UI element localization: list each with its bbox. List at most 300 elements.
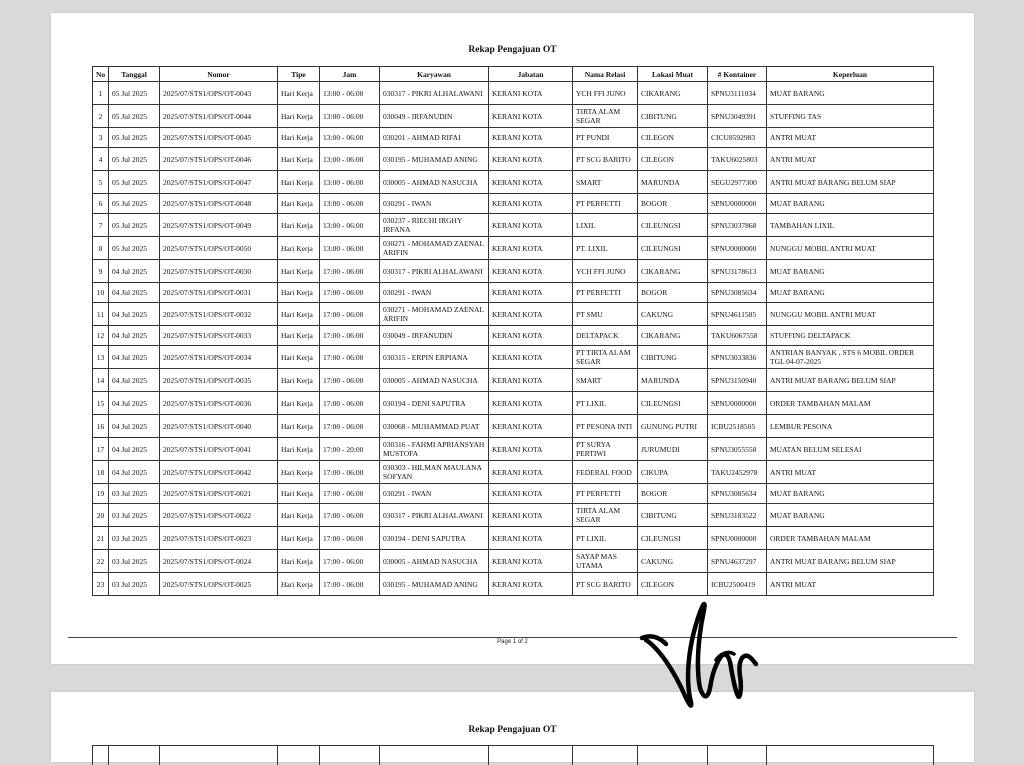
table-cell: 13:00 - 06:00	[320, 214, 380, 237]
table-cell: 17:00 - 06:00	[320, 573, 380, 596]
table-column-line	[766, 745, 767, 765]
table-cell: 3	[93, 128, 109, 148]
table-cell: SPNU3055558	[708, 438, 767, 461]
table-cell: 030291 - IWAN	[380, 194, 489, 214]
table-cell: SPNU4611585	[708, 303, 767, 326]
table-cell: TAKU2452978	[708, 461, 767, 484]
table-row	[93, 550, 934, 573]
table-cell: KERANI KOTA	[489, 392, 573, 415]
table-cell: KERANI KOTA	[489, 461, 573, 484]
table-cell: SPNU0000000	[708, 194, 767, 214]
column-header: Tanggal	[109, 67, 160, 82]
table-cell: TIRTA ALAM SEGAR	[573, 504, 638, 527]
table-cell: 17:00 - 06:00	[320, 346, 380, 369]
table-cell: 04 Jul 2025	[109, 438, 160, 461]
column-header: Keperluan	[767, 67, 934, 82]
table-cell: 03 Jul 2025	[109, 484, 160, 504]
table-cell: 2025/07/STS1/OPS/OT-0030	[160, 260, 278, 283]
table-cell: Hari Kerja	[278, 461, 320, 484]
table-cell: CICU8592983	[708, 128, 767, 148]
table-cell: CAKUNG	[638, 550, 708, 573]
table-cell: 04 Jul 2025	[109, 392, 160, 415]
table-cell: 030195 - MUHAMAD ANING	[380, 148, 489, 171]
table-cell: Hari Kerja	[278, 550, 320, 573]
table-column-line	[108, 745, 109, 765]
table-cell: SPNU3085634	[708, 484, 767, 504]
table-cell: ANTRIAN BANYAK , STS 6 MOBIL ORDER TGL 04-07-2025	[767, 346, 934, 369]
table-row	[93, 346, 934, 369]
table-cell: BOGOR	[638, 484, 708, 504]
table-cell: 030194 - DENI SAPUTRA	[380, 392, 489, 415]
table-cell: SPNU3037868	[708, 214, 767, 237]
column-header: Jam	[320, 67, 380, 82]
table-cell: SEGU2977300	[708, 171, 767, 194]
table-cell: MUAT BARANG	[767, 283, 934, 303]
table-cell: CIBITUNG	[638, 105, 708, 128]
table-cell: Hari Kerja	[278, 128, 320, 148]
table-cell: STUFFING TAS	[767, 105, 934, 128]
table-cell: 030271 - MOHAMAD ZAENAL ARIFIN	[380, 237, 489, 260]
table-cell: 04 Jul 2025	[109, 461, 160, 484]
table-cell: 030194 - DENI SAPUTRA	[380, 527, 489, 550]
table-cell: MUAT BARANG	[767, 484, 934, 504]
table-row	[93, 504, 934, 527]
table-cell: 17:00 - 06:00	[320, 326, 380, 346]
table-cell: 030005 - AHMAD NASUCHA	[380, 550, 489, 573]
table-cell: KERANI KOTA	[489, 415, 573, 438]
table-cell: PT SCG BARITO	[573, 148, 638, 171]
table-cell: SPNU4637297	[708, 550, 767, 573]
table-cell: 030291 - IWAN	[380, 484, 489, 504]
table-cell: SPNU3111034	[708, 82, 767, 105]
table-cell: TAMBAHAN LIXIL	[767, 214, 934, 237]
table-cell: 2025/07/STS1/OPS/OT-0033	[160, 326, 278, 346]
table-row	[93, 105, 934, 128]
table-cell: SMART	[573, 171, 638, 194]
table-cell: 17:00 - 06:00	[320, 484, 380, 504]
table-cell: 15	[93, 392, 109, 415]
column-header: Lokasi Muat	[638, 67, 708, 82]
table-cell: PT PERFETTI	[573, 484, 638, 504]
table-cell: 030291 - IWAN	[380, 283, 489, 303]
table-cell: PT SCG BARITO	[573, 573, 638, 596]
table-cell: KERANI KOTA	[489, 105, 573, 128]
table-cell: YCH FFI JUNO	[573, 260, 638, 283]
table-cell: 17:00 - 20:00	[320, 438, 380, 461]
table-cell: ANTRI MUAT BARANG BELUM SIAP	[767, 369, 934, 392]
table-cell: CILEGON	[638, 128, 708, 148]
table-cell: SPNU3033836	[708, 346, 767, 369]
table-cell: SPNU3178613	[708, 260, 767, 283]
table-cell: Hari Kerja	[278, 283, 320, 303]
table-cell: KERANI KOTA	[489, 171, 573, 194]
table-cell: CIKARANG	[638, 260, 708, 283]
table-cell: 04 Jul 2025	[109, 303, 160, 326]
table-cell: CIKARANG	[638, 326, 708, 346]
document-title-page-2: Rekap Pengajuan OT	[468, 725, 557, 735]
table-cell: KERANI KOTA	[489, 369, 573, 392]
table-cell: CILEUNGSI	[638, 214, 708, 237]
table-cell: Hari Kerja	[278, 171, 320, 194]
table-cell: 2025/07/STS1/OPS/OT-0022	[160, 504, 278, 527]
table-cell: 2025/07/STS1/OPS/OT-0046	[160, 148, 278, 171]
document-page-1	[51, 13, 974, 664]
table-cell: KERANI KOTA	[489, 128, 573, 148]
table-cell: ANTRI MUAT	[767, 461, 934, 484]
table-cell: 23	[93, 573, 109, 596]
table-column-line	[159, 745, 160, 765]
table-cell: PT SURYA PERTIWI	[573, 438, 638, 461]
table-cell: 030271 - MOHAMAD ZAENAL ARIFIN	[380, 303, 489, 326]
table-cell: Hari Kerja	[278, 484, 320, 504]
column-header: Nama Relasi	[573, 67, 638, 82]
table-cell: Hari Kerja	[278, 303, 320, 326]
table-column-line	[92, 745, 93, 765]
column-header: Tipe	[278, 67, 320, 82]
table-cell: KERANI KOTA	[489, 303, 573, 326]
handwritten-signature	[638, 588, 758, 718]
table-column-line	[707, 745, 708, 765]
table-cell: SPNU3183522	[708, 504, 767, 527]
table-cell: SPNU3049391	[708, 105, 767, 128]
document-page-2	[51, 692, 974, 762]
table-cell: 030201 - AHMAD RIFAI	[380, 128, 489, 148]
table-cell: PT PERFETTI	[573, 283, 638, 303]
table-row	[93, 461, 934, 484]
column-header: Nomor	[160, 67, 278, 82]
document-title: Rekap Pengajuan OT	[468, 45, 557, 55]
table-cell: 17:00 - 06:00	[320, 461, 380, 484]
column-header: Karyawan	[380, 67, 489, 82]
table-cell: BOGOR	[638, 194, 708, 214]
table-cell: PT LIXIL	[573, 392, 638, 415]
table-cell: 22	[93, 550, 109, 573]
table-row	[93, 484, 934, 504]
table-cell: 11	[93, 303, 109, 326]
table-cell: 2025/07/STS1/OPS/OT-0047	[160, 171, 278, 194]
table-cell: CIKARANG	[638, 82, 708, 105]
page-number: Page 1 of 2	[497, 639, 528, 645]
table-cell: KERANI KOTA	[489, 237, 573, 260]
table-cell: Hari Kerja	[278, 194, 320, 214]
table-cell: PT SMU	[573, 303, 638, 326]
table-cell: 17:00 - 06:00	[320, 369, 380, 392]
table-cell: 17:00 - 06:00	[320, 415, 380, 438]
table-cell: 030315 - ERPIN ERPIANA	[380, 346, 489, 369]
table-cell: PT LIXIL	[573, 527, 638, 550]
table-top-border	[92, 745, 933, 746]
table-column-line	[637, 745, 638, 765]
table-cell: 2025/07/STS1/OPS/OT-0048	[160, 194, 278, 214]
table-cell: 7	[93, 214, 109, 237]
table-cell: 2025/07/STS1/OPS/OT-0041	[160, 438, 278, 461]
table-cell: 03 Jul 2025	[109, 504, 160, 527]
table-column-line	[572, 745, 573, 765]
table-cell: 030195 - MUHAMAD ANING	[380, 573, 489, 596]
table-cell: KERANI KOTA	[489, 148, 573, 171]
table-cell: 2025/07/STS1/OPS/OT-0035	[160, 369, 278, 392]
table-cell: ANTRI MUAT BARANG BELUM SIAP	[767, 171, 934, 194]
table-cell: 17:00 - 06:00	[320, 527, 380, 550]
table-cell: MUAT BARANG	[767, 504, 934, 527]
table-cell: Hari Kerja	[278, 346, 320, 369]
table-cell: 030237 - RIECHI IRGHY IRFANA	[380, 214, 489, 237]
table-cell: STUFFING DELTAPACK	[767, 326, 934, 346]
table-cell: ANTRI MUAT	[767, 148, 934, 171]
table-cell: 20	[93, 504, 109, 527]
table-row	[93, 237, 934, 260]
table-cell: KERANI KOTA	[489, 504, 573, 527]
table-cell: 12	[93, 326, 109, 346]
table-cell: KERANI KOTA	[489, 326, 573, 346]
table-cell: 13	[93, 346, 109, 369]
table-cell: PT PESONA INTI	[573, 415, 638, 438]
table-cell: 030303 - HILMAN MAULANA SOFYAN	[380, 461, 489, 484]
table-row	[93, 438, 934, 461]
table-cell: SPNU3085634	[708, 283, 767, 303]
table-cell: ORDER TAMBAHAN MALAM	[767, 527, 934, 550]
table-row	[93, 283, 934, 303]
table-row	[93, 171, 934, 194]
table-cell: 030317 - PIKRI ALHALAWANI	[380, 504, 489, 527]
table-cell: 2025/07/STS1/OPS/OT-0032	[160, 303, 278, 326]
table-row	[93, 415, 934, 438]
table-cell: 2025/07/STS1/OPS/OT-0045	[160, 128, 278, 148]
table-cell: 030005 - AHMAD NASUCHA	[380, 369, 489, 392]
table-cell: 05 Jul 2025	[109, 128, 160, 148]
table-cell: 17:00 - 06:00	[320, 283, 380, 303]
table-cell: 13:00 - 06:00	[320, 171, 380, 194]
table-column-line	[379, 745, 380, 765]
table-cell: 04 Jul 2025	[109, 369, 160, 392]
table-cell: 13:00 - 06:00	[320, 148, 380, 171]
table-cell: 05 Jul 2025	[109, 148, 160, 171]
table-cell: 05 Jul 2025	[109, 171, 160, 194]
table-cell: Hari Kerja	[278, 148, 320, 171]
table-cell: BOGOR	[638, 283, 708, 303]
table-row	[93, 260, 934, 283]
table-cell: KERANI KOTA	[489, 573, 573, 596]
table-cell: CILEUNGSI	[638, 392, 708, 415]
table-cell: ORDER TAMBAHAN MALAM	[767, 392, 934, 415]
table-column-line	[319, 745, 320, 765]
table-cell: CIBITUNG	[638, 504, 708, 527]
table-cell: 030049 - IRFANUDIN	[380, 326, 489, 346]
table-cell: 2025/07/STS1/OPS/OT-0043	[160, 82, 278, 105]
table-cell: 05 Jul 2025	[109, 82, 160, 105]
table-cell: MARUNDA	[638, 369, 708, 392]
table-cell: 2025/07/STS1/OPS/OT-0042	[160, 461, 278, 484]
table-cell: 04 Jul 2025	[109, 346, 160, 369]
table-cell: JURUMUDI	[638, 438, 708, 461]
table-cell: KERANI KOTA	[489, 194, 573, 214]
table-cell: 17:00 - 06:00	[320, 303, 380, 326]
table-row	[93, 303, 934, 326]
table-cell: 1	[93, 82, 109, 105]
table-cell: KERANI KOTA	[489, 346, 573, 369]
table-cell: 04 Jul 2025	[109, 260, 160, 283]
table-cell: Hari Kerja	[278, 438, 320, 461]
table-cell: SPNU0000000	[708, 527, 767, 550]
table-cell: 17:00 - 06:00	[320, 392, 380, 415]
table-cell: 5	[93, 171, 109, 194]
table-cell: 05 Jul 2025	[109, 105, 160, 128]
table-cell: 04 Jul 2025	[109, 283, 160, 303]
table-cell: ANTRI MUAT BARANG BELUM SIAP	[767, 550, 934, 573]
table-column-line	[488, 745, 489, 765]
table-cell: GUNUNG PUTRI	[638, 415, 708, 438]
table-cell: 05 Jul 2025	[109, 214, 160, 237]
table-cell: CILEGON	[638, 148, 708, 171]
table-cell: PT TIRTA ALAM SEGAR	[573, 346, 638, 369]
table-cell: KERANI KOTA	[489, 484, 573, 504]
table-cell: CIBITUNG	[638, 346, 708, 369]
table-cell: TAKU6025803	[708, 148, 767, 171]
table-cell: 030049 - IRFANUDIN	[380, 105, 489, 128]
table-cell: KERANI KOTA	[489, 283, 573, 303]
table-column-line	[933, 745, 934, 765]
table-cell: CAKUNG	[638, 303, 708, 326]
table-cell: SPNU3150940	[708, 369, 767, 392]
table-cell: Hari Kerja	[278, 260, 320, 283]
table-cell: CILEGON	[638, 573, 708, 596]
table-cell: 2025/07/STS1/OPS/OT-0021	[160, 484, 278, 504]
table-cell: 2025/07/STS1/OPS/OT-0024	[160, 550, 278, 573]
table-row	[93, 128, 934, 148]
table-cell: MUAT BARANG	[767, 82, 934, 105]
table-cell: Hari Kerja	[278, 369, 320, 392]
table-cell: CIKUPA	[638, 461, 708, 484]
table-row	[93, 214, 934, 237]
table-column-line	[277, 745, 278, 765]
table-cell: ANTRI MUAT	[767, 573, 934, 596]
table-cell: Hari Kerja	[278, 392, 320, 415]
table-cell: 13:00 - 06:00	[320, 237, 380, 260]
table-cell: 05 Jul 2025	[109, 237, 160, 260]
table-cell: 030316 - FAHMI APRIANSYAH MUSTOFA	[380, 438, 489, 461]
footer-divider	[68, 637, 957, 638]
table-cell: SPNU0000000	[708, 392, 767, 415]
table-cell: 030005 - AHMAD NASUCHA	[380, 171, 489, 194]
table-cell: ICBU2518505	[708, 415, 767, 438]
table-cell: PT PUNDI	[573, 128, 638, 148]
table-cell: 18	[93, 461, 109, 484]
overtime-table	[92, 66, 934, 596]
table-cell: Hari Kerja	[278, 214, 320, 237]
table-cell: ICBU2500419	[708, 573, 767, 596]
table-cell: 2025/07/STS1/OPS/OT-0036	[160, 392, 278, 415]
table-cell: MUAT BARANG	[767, 194, 934, 214]
table-cell: NUNGGU MOBIL ANTRI MUAT	[767, 237, 934, 260]
table-cell: 17:00 - 06:00	[320, 504, 380, 527]
table-cell: LEMBUR PESONA	[767, 415, 934, 438]
table-cell: 2025/07/STS1/OPS/OT-0050	[160, 237, 278, 260]
table-cell: 8	[93, 237, 109, 260]
table-cell: KERANI KOTA	[489, 260, 573, 283]
table-row	[93, 527, 934, 550]
table-cell: CILEUNGSI	[638, 527, 708, 550]
table-cell: Hari Kerja	[278, 237, 320, 260]
table-cell: 2025/07/STS1/OPS/OT-0049	[160, 214, 278, 237]
table-cell: KERANI KOTA	[489, 438, 573, 461]
table-cell: PT PERFETTI	[573, 194, 638, 214]
table-row	[93, 82, 934, 105]
table-cell: NUNGGU MOBIL ANTRI MUAT	[767, 303, 934, 326]
table-cell: 13:00 - 06:00	[320, 105, 380, 128]
table-cell: CILEUNGSI	[638, 237, 708, 260]
table-cell: 13:00 - 06:00	[320, 128, 380, 148]
column-header: Jabatan	[489, 67, 573, 82]
table-cell: 10	[93, 283, 109, 303]
table-cell: 03 Jul 2025	[109, 527, 160, 550]
table-cell: FEDERAL FOOD	[573, 461, 638, 484]
table-cell: KERANI KOTA	[489, 82, 573, 105]
table-row	[93, 369, 934, 392]
table-cell: SMART	[573, 369, 638, 392]
table-row	[93, 194, 934, 214]
table-cell: Hari Kerja	[278, 326, 320, 346]
table-cell: Hari Kerja	[278, 573, 320, 596]
table-cell: 2025/07/STS1/OPS/OT-0023	[160, 527, 278, 550]
table-cell: KERANI KOTA	[489, 527, 573, 550]
table-row	[93, 392, 934, 415]
column-header: # Kontainer	[708, 67, 767, 82]
table-cell: KERANI KOTA	[489, 214, 573, 237]
table-cell: 13:00 - 06:00	[320, 82, 380, 105]
table-cell: MUATAN BELUM SELESAI	[767, 438, 934, 461]
table-cell: Hari Kerja	[278, 82, 320, 105]
table-cell: 21	[93, 527, 109, 550]
table-cell: 4	[93, 148, 109, 171]
table-cell: MARUNDA	[638, 171, 708, 194]
table-cell: 16	[93, 415, 109, 438]
table-cell: 19	[93, 484, 109, 504]
table-cell: 03 Jul 2025	[109, 573, 160, 596]
table-cell: 2025/07/STS1/OPS/OT-0034	[160, 346, 278, 369]
table-header-row	[93, 67, 934, 82]
table-cell: Hari Kerja	[278, 415, 320, 438]
table-cell: 030317 - PIKRI ALHALAWANI	[380, 82, 489, 105]
table-cell: MUAT BARANG	[767, 260, 934, 283]
table-cell: 2	[93, 105, 109, 128]
table-cell: 030068 - MUHAMMAD PUAT	[380, 415, 489, 438]
table-cell: 17:00 - 06:00	[320, 260, 380, 283]
table-cell: SPNU0000000	[708, 237, 767, 260]
table-cell: SAYAP MAS UTAMA	[573, 550, 638, 573]
table-cell: KERANI KOTA	[489, 550, 573, 573]
table-cell: YCH FFI JUNO	[573, 82, 638, 105]
table-cell: 05 Jul 2025	[109, 194, 160, 214]
table-cell: 2025/07/STS1/OPS/OT-0040	[160, 415, 278, 438]
column-header: No	[93, 67, 109, 82]
table-cell: TIRTA ALAM SEGAR	[573, 105, 638, 128]
table-cell: 04 Jul 2025	[109, 326, 160, 346]
table-cell: Hari Kerja	[278, 527, 320, 550]
table-cell: 2025/07/STS1/OPS/OT-0044	[160, 105, 278, 128]
table-cell: Hari Kerja	[278, 504, 320, 527]
table-cell: TAKU6067558	[708, 326, 767, 346]
table-cell: 17:00 - 06:00	[320, 550, 380, 573]
table-cell: DELTAPACK	[573, 326, 638, 346]
table-row	[93, 573, 934, 596]
table-cell: 2025/07/STS1/OPS/OT-0025	[160, 573, 278, 596]
table-cell: 13:00 - 06:00	[320, 194, 380, 214]
table-cell: 9	[93, 260, 109, 283]
table-row	[93, 326, 934, 346]
table-cell: 04 Jul 2025	[109, 415, 160, 438]
table-row	[93, 148, 934, 171]
table-cell: 14	[93, 369, 109, 392]
